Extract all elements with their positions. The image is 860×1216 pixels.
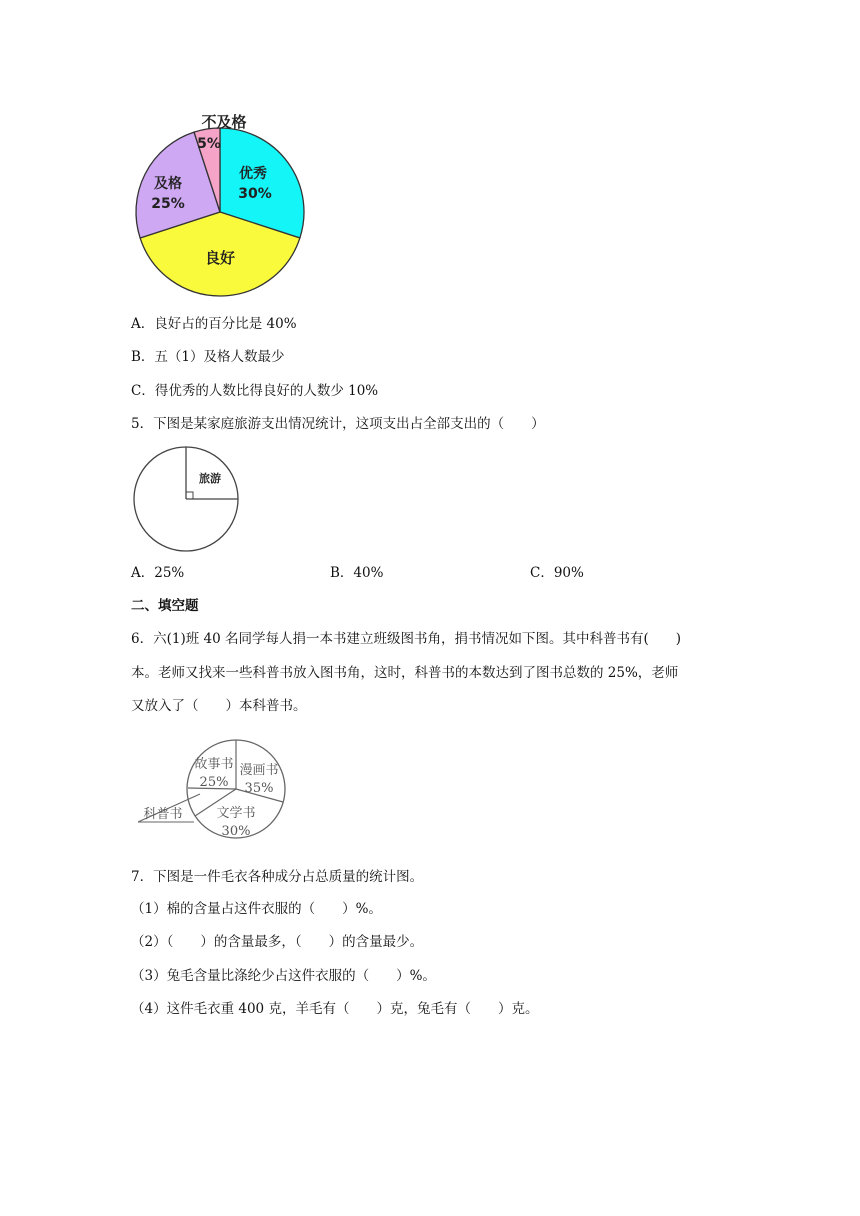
q7-sub-2: （2）（ ）的含量最多，（ ）的含量最少。 — [131, 934, 424, 950]
q4-option-c[interactable]: C．得优秀的人数比得良好的人数少 10% — [131, 383, 379, 399]
story-label: 故事书 — [194, 757, 234, 772]
literature-label: 文学书 — [216, 806, 256, 821]
travel-pie-chart — [130, 446, 244, 558]
pie-value-excellent: 30% — [238, 186, 272, 202]
q4-option-b[interactable]: B．五（1）及格人数最少 — [131, 349, 285, 365]
pie-value-fail: 5% — [197, 136, 221, 152]
q5-question: 5．下图是某家庭旅游支出情况统计，这项支出占全部支出的（ ） — [131, 416, 545, 432]
q7-sub-1: （1）棉的含量占这件衣服的（ ）%。 — [131, 901, 382, 917]
section-title-fill-in: 二、填空题 — [131, 598, 199, 614]
q7-sub-4: （4）这件毛衣重 400 克，羊毛有（ ）克，兔毛有（ ）克。 — [131, 1001, 539, 1017]
q7-intro: 7．下图是一件毛衣各种成分占总质量的统计图。 — [131, 869, 424, 885]
q6-line-2: 本。老师又找来一些科普书放入图书角，这时，科普书的本数达到了图书总数的 25%，老师 — [131, 665, 679, 681]
literature-value: 30% — [221, 824, 251, 839]
pie-label-pass: 及格 — [154, 176, 182, 192]
q5-option-a[interactable]: A．25% — [131, 565, 185, 581]
pie-value-pass: 25% — [151, 196, 185, 212]
travel-slice-label: 旅游 — [199, 472, 221, 485]
q6-line-3: 又放入了（ ）本科普书。 — [131, 698, 307, 714]
pie-label-excellent: 优秀 — [239, 166, 267, 182]
science-label: 科普书 — [143, 807, 183, 822]
pie-label-fail: 不及格 — [201, 113, 247, 131]
q4-option-a[interactable]: A．良好占的百分比是 40% — [131, 316, 297, 332]
q5-option-b[interactable]: B．40% — [330, 565, 384, 581]
comic-label: 漫画书 — [239, 763, 279, 778]
q7-sub-3: （3）兔毛含量比涤纶少占这件衣服的（ ）%。 — [131, 968, 436, 984]
q6-line-1: 6．六(1)班 40 名同学每人捐一本书建立班级图书角，捐书情况如下图。其中科普书有( ) — [131, 631, 682, 647]
grade-pie-chart — [120, 108, 320, 304]
q5-option-c[interactable]: C．90% — [530, 565, 584, 581]
story-value: 25% — [199, 775, 229, 790]
comic-value: 35% — [244, 781, 274, 796]
book-pie-chart — [138, 738, 288, 842]
pie-label-good: 良好 — [204, 249, 236, 267]
